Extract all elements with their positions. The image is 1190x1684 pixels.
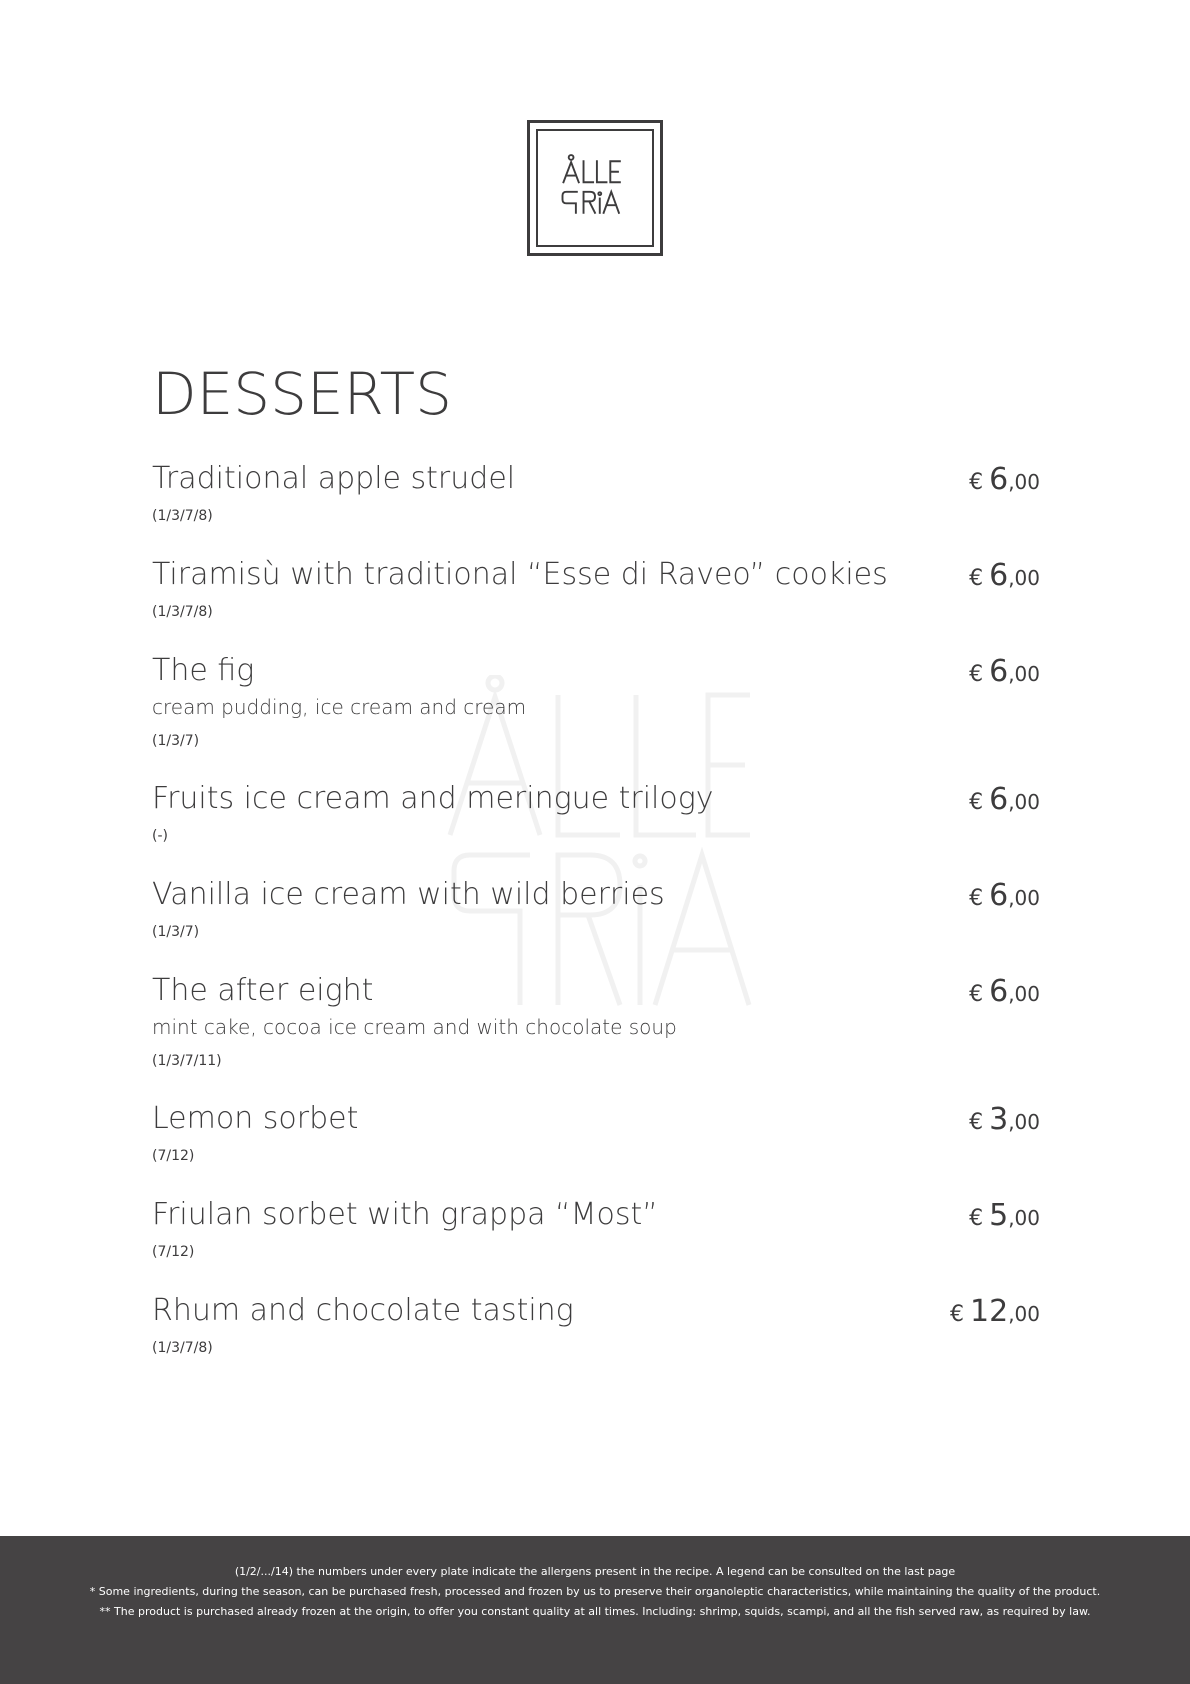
item-allergens: (-) xyxy=(152,828,168,844)
item-description: mint cake, cocoa ice cream and with chocolate soup xyxy=(152,1015,677,1039)
price-integer: 6 xyxy=(989,782,1009,817)
price-integer: 6 xyxy=(989,654,1009,689)
item-name: Fruits ice cream and meringue trilogy xyxy=(152,781,714,816)
item-name: Vanilla ice cream with wild berries xyxy=(152,877,665,912)
price-decimals: ,00 xyxy=(1008,470,1040,494)
allegria-watermark-icon xyxy=(440,675,760,1015)
section-title: DESSERTS xyxy=(152,360,452,428)
item-name: Friulan sorbet with grappa “Most” xyxy=(152,1197,658,1232)
item-name: The fig xyxy=(152,653,255,688)
price-currency: € xyxy=(969,1206,984,1231)
allergen-footer xyxy=(0,1536,1190,1684)
price-currency: € xyxy=(969,982,984,1007)
item-allergens: (1/3/7) xyxy=(152,924,200,940)
allegria-logo xyxy=(527,120,663,256)
price-decimals: ,00 xyxy=(1008,982,1040,1006)
price-integer: 12 xyxy=(970,1294,1009,1329)
price-integer: 6 xyxy=(989,878,1009,913)
price-decimals: ,00 xyxy=(1008,886,1040,910)
item-price xyxy=(969,462,1040,497)
footer-origin-note: ** The product is purchased already frozen at the origin, to offer you constant quality at all times. Including: shrimp, squids, scampi, and all the fish served raw, as required by law. xyxy=(99,1605,1091,1618)
price-currency: € xyxy=(969,1110,984,1135)
item-allergens: (1/3/7) xyxy=(152,733,200,749)
item-allergens: (1/3/7/8) xyxy=(152,1340,213,1356)
price-currency: € xyxy=(969,662,984,687)
item-name: Traditional apple strudel xyxy=(152,461,516,496)
footer-frozen-note: * Some ingredients, during the season, can be purchased fresh, processed and frozen by us to preserve their organoleptic characteristics, while maintaining the quality of the product. xyxy=(89,1585,1101,1598)
price-decimals: ,00 xyxy=(1008,662,1040,686)
item-price xyxy=(969,974,1040,1009)
footer-allergen-note: (1/2/.../14) the numbers under every plate indicate the allergens present in the recipe. A legend can be consulted on the last page xyxy=(234,1565,956,1578)
price-currency: € xyxy=(969,566,984,591)
price-currency: € xyxy=(969,886,984,911)
item-price xyxy=(969,878,1040,913)
price-currency: € xyxy=(969,790,984,815)
item-name: Rhum and chocolate tasting xyxy=(152,1293,574,1328)
footer-notes xyxy=(0,1562,1190,1622)
price-integer: 5 xyxy=(989,1198,1009,1233)
item-price xyxy=(969,1198,1040,1233)
item-price xyxy=(969,782,1040,817)
item-description: cream pudding, ice cream and cream xyxy=(152,695,527,719)
price-currency: € xyxy=(969,470,984,495)
item-price xyxy=(969,654,1040,689)
item-name: Lemon sorbet xyxy=(152,1101,359,1136)
item-price xyxy=(969,558,1040,593)
price-integer: 6 xyxy=(989,462,1009,497)
item-name: The after eight xyxy=(152,973,374,1008)
price-decimals: ,00 xyxy=(1008,1302,1040,1326)
price-decimals: ,00 xyxy=(1008,790,1040,814)
price-integer: 6 xyxy=(989,558,1009,593)
item-price xyxy=(969,1102,1040,1137)
price-currency: € xyxy=(950,1302,964,1327)
price-integer: 3 xyxy=(989,1102,1009,1137)
item-allergens: (1/3/7/11) xyxy=(152,1053,222,1069)
item-allergens: (7/12) xyxy=(152,1148,195,1164)
item-allergens: (7/12) xyxy=(152,1244,195,1260)
item-price xyxy=(950,1294,1040,1329)
item-name: Tiramisù with traditional “Esse di Raveo” cookies xyxy=(152,557,888,592)
logo-lettering-icon xyxy=(530,123,660,253)
price-decimals: ,00 xyxy=(1008,566,1040,590)
price-integer: 6 xyxy=(989,974,1009,1009)
price-decimals: ,00 xyxy=(1008,1110,1040,1134)
item-allergens: (1/3/7/8) xyxy=(152,508,213,524)
price-decimals: ,00 xyxy=(1008,1206,1040,1230)
item-allergens: (1/3/7/8) xyxy=(152,604,213,620)
